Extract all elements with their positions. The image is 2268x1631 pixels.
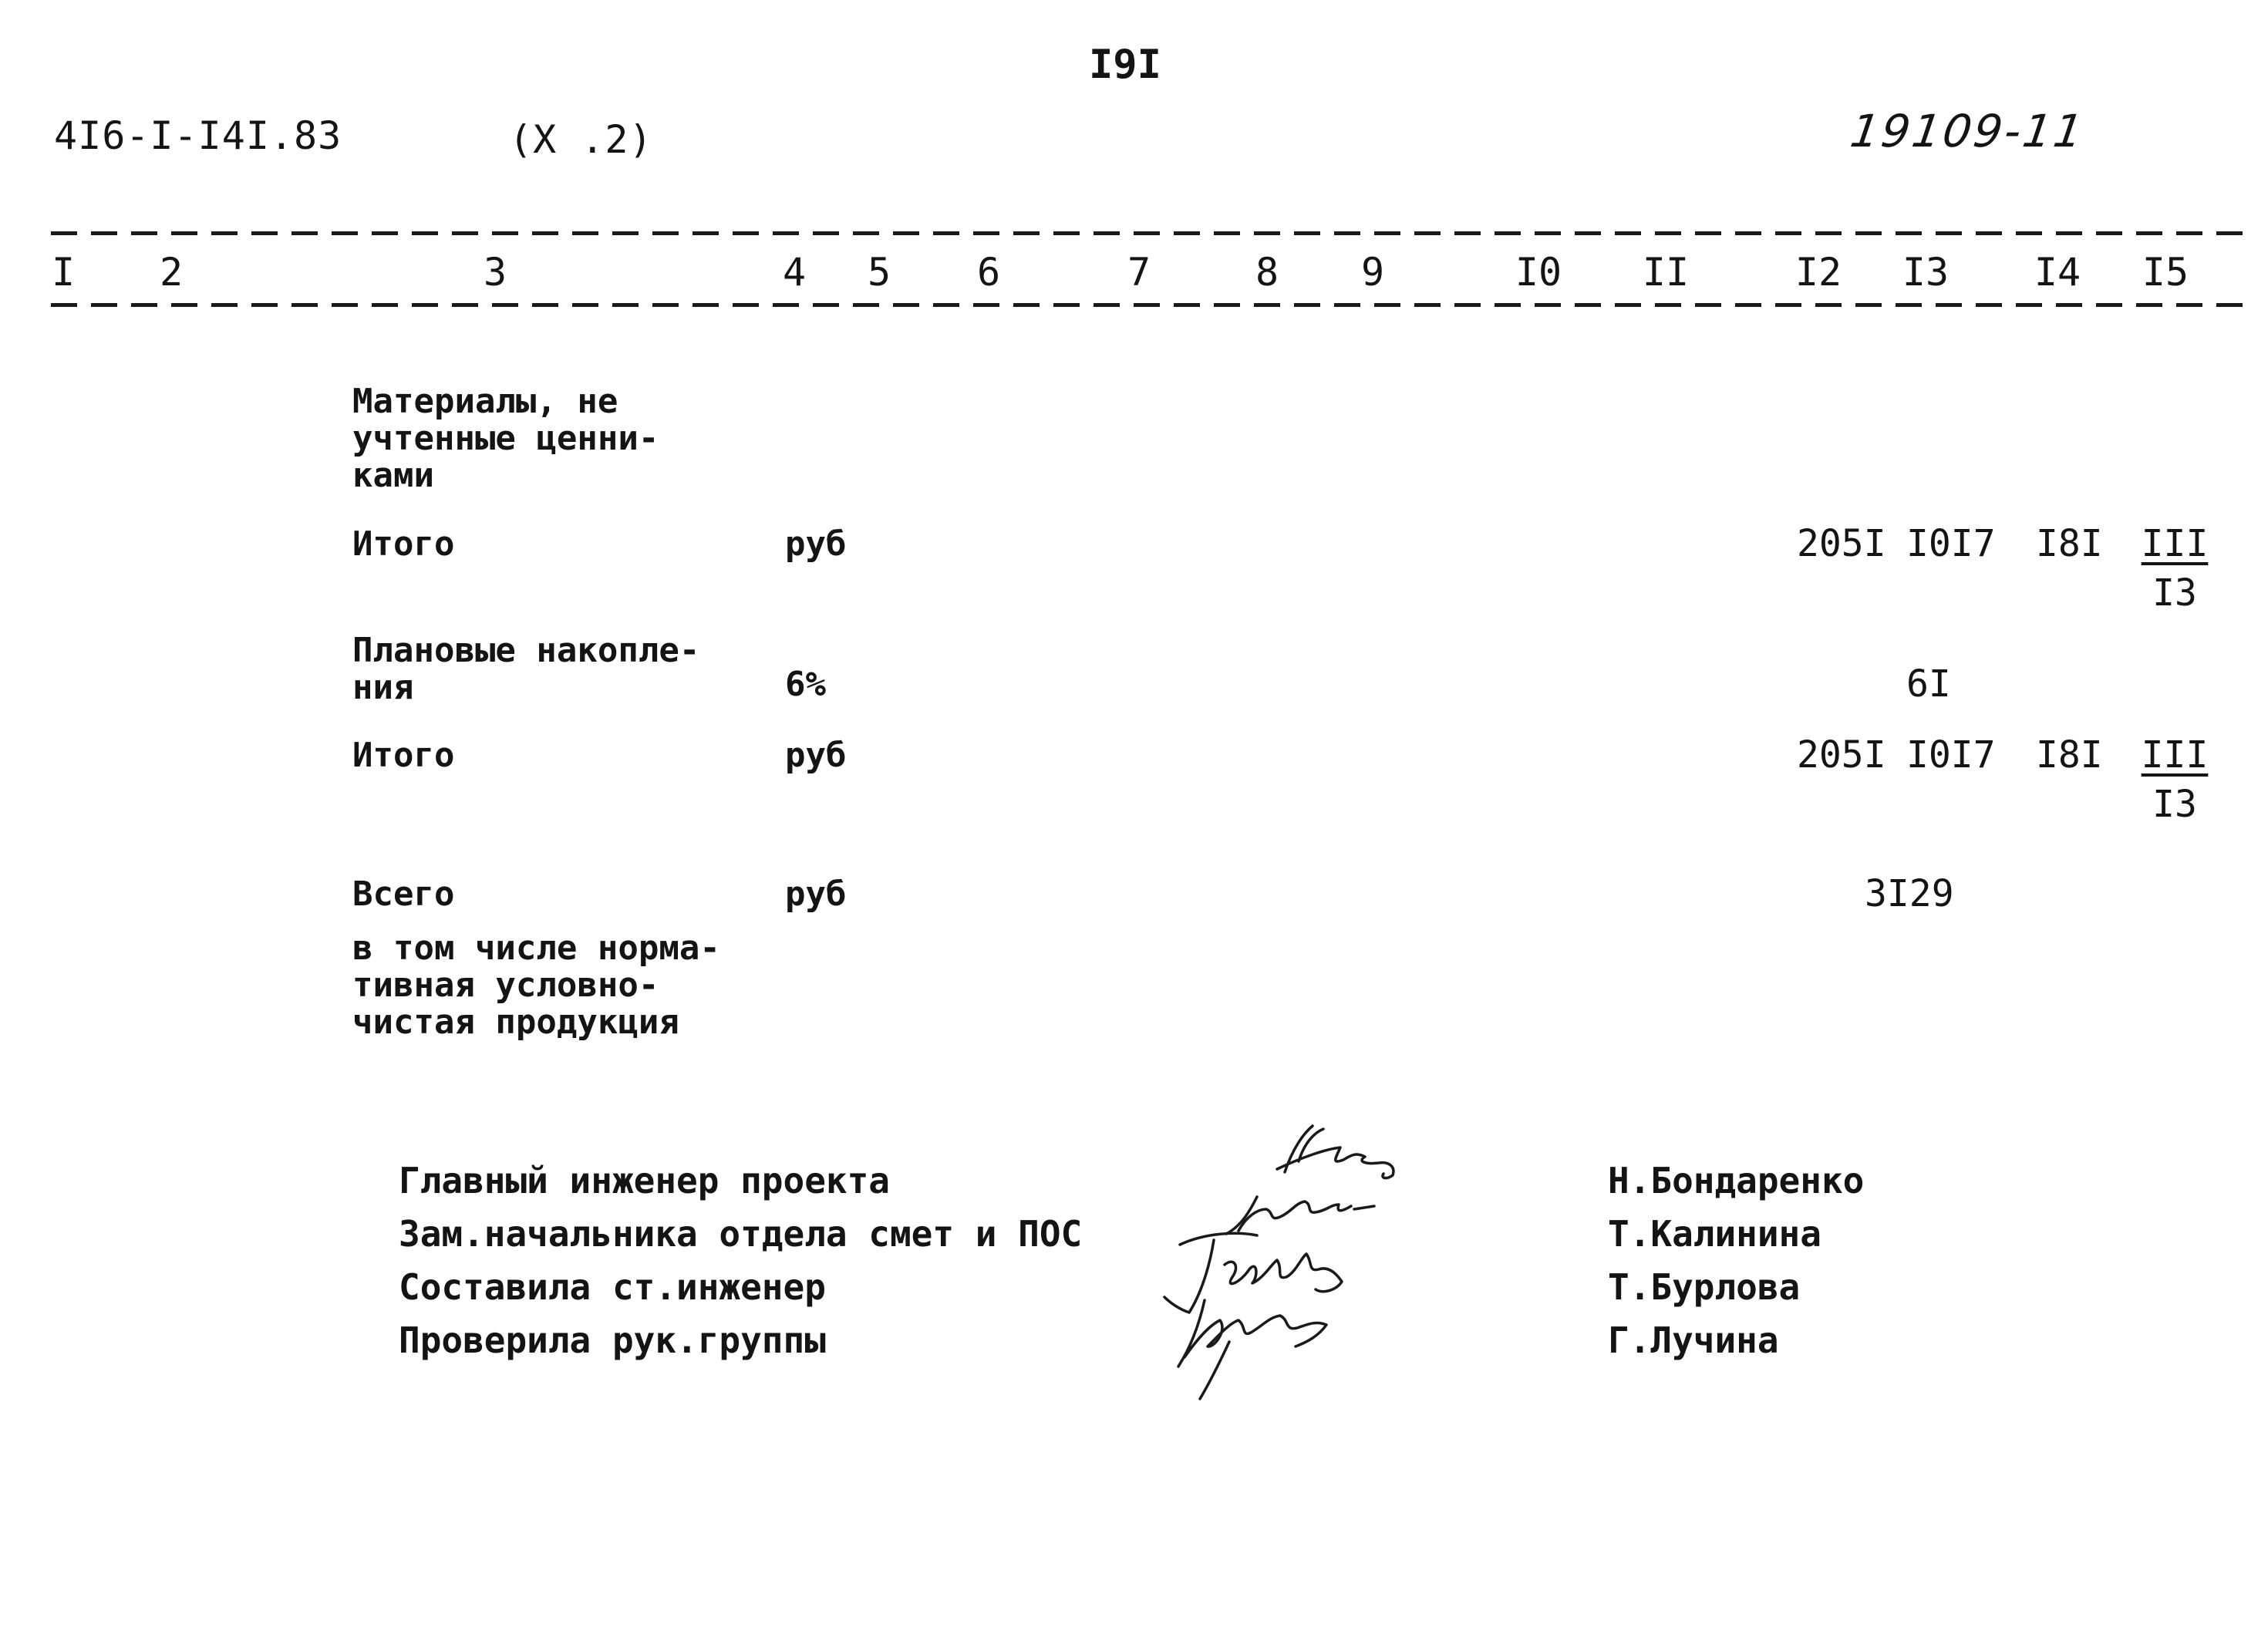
cell-col13: 6I <box>1906 662 1951 706</box>
cell-col13: I0I7 <box>1906 522 1996 565</box>
signature-2 <box>1226 1197 1374 1234</box>
stamp-number: 19109-11 <box>1847 105 2089 157</box>
row-unit: руб <box>785 874 847 914</box>
header-top-rule <box>51 231 2249 235</box>
column-number: I0 <box>1515 250 1562 295</box>
signatory-role: Зам.начальника отдела смет и ПОС <box>399 1213 1083 1255</box>
cell-col14: I8I <box>2036 522 2103 565</box>
column-number: 7 <box>1127 250 1151 295</box>
signature-3 <box>1164 1233 1342 1313</box>
row-label-planned: Плановые накопле- ния <box>352 631 700 707</box>
column-number: I3 <box>1902 250 1950 295</box>
row-label-materials: Материалы, не учтенные ценни- ками <box>352 382 659 495</box>
column-number: 5 <box>867 250 891 295</box>
cell-col15-top: III <box>2141 733 2209 777</box>
header-bottom-rule <box>51 303 2249 307</box>
cell-col15-bottom: I3 <box>2152 571 2197 615</box>
section-code: (X .2) <box>509 117 653 162</box>
signatory-name: Н.Бондаренко <box>1608 1160 1865 1201</box>
cell-col13: I0I7 <box>1906 733 1996 777</box>
row-unit: 6% <box>785 665 826 704</box>
column-number: I2 <box>1795 250 1842 295</box>
signature-1 <box>1277 1126 1393 1178</box>
signatory-name: Т.Бурлова <box>1608 1266 1801 1308</box>
column-number: II <box>1642 250 1690 295</box>
row-label-itogo: Итого <box>352 736 455 775</box>
document-code: 4I6-I-I4I.83 <box>54 113 342 158</box>
column-number: 2 <box>159 250 184 295</box>
column-number: 4 <box>782 250 807 295</box>
cell-col15-bottom: I3 <box>2152 783 2197 826</box>
row-label-total: Всего <box>352 874 455 914</box>
cell-col12: 205I <box>1797 522 1886 565</box>
row-label-normative: в том числе норма- тивная условно- чистая продукция <box>352 928 720 1042</box>
column-number: 6 <box>976 250 1001 295</box>
column-number: I <box>51 250 76 295</box>
cell-col15-top: III <box>2141 522 2209 565</box>
column-number: I5 <box>2142 250 2189 295</box>
page-number: I9I <box>1089 42 1161 88</box>
row-unit: руб <box>785 524 847 564</box>
column-number: I4 <box>2034 250 2081 295</box>
signatory-name: Т.Калинина <box>1608 1213 1821 1255</box>
cell-col15-fraction <box>2132 522 2217 615</box>
signature-4 <box>1178 1300 1326 1399</box>
column-number: 8 <box>1255 250 1279 295</box>
signatory-name: Г.Лучина <box>1608 1319 1779 1361</box>
signatory-role: Главный инженер проекта <box>399 1160 890 1201</box>
row-label-itogo: Итого <box>352 524 455 564</box>
cell-col12: 205I <box>1797 733 1886 777</box>
cell-col14: I8I <box>2036 733 2103 777</box>
signatory-role: Проверила рук.группы <box>399 1319 826 1361</box>
cell-total-value: 3I29 <box>1865 872 1954 915</box>
column-number: 9 <box>1360 250 1385 295</box>
row-unit: руб <box>785 736 847 775</box>
handwritten-signatures <box>1134 1118 1465 1411</box>
column-number: 3 <box>483 250 507 295</box>
signatory-role: Составила ст.инженер <box>399 1266 826 1308</box>
cell-col15-fraction <box>2132 733 2217 826</box>
